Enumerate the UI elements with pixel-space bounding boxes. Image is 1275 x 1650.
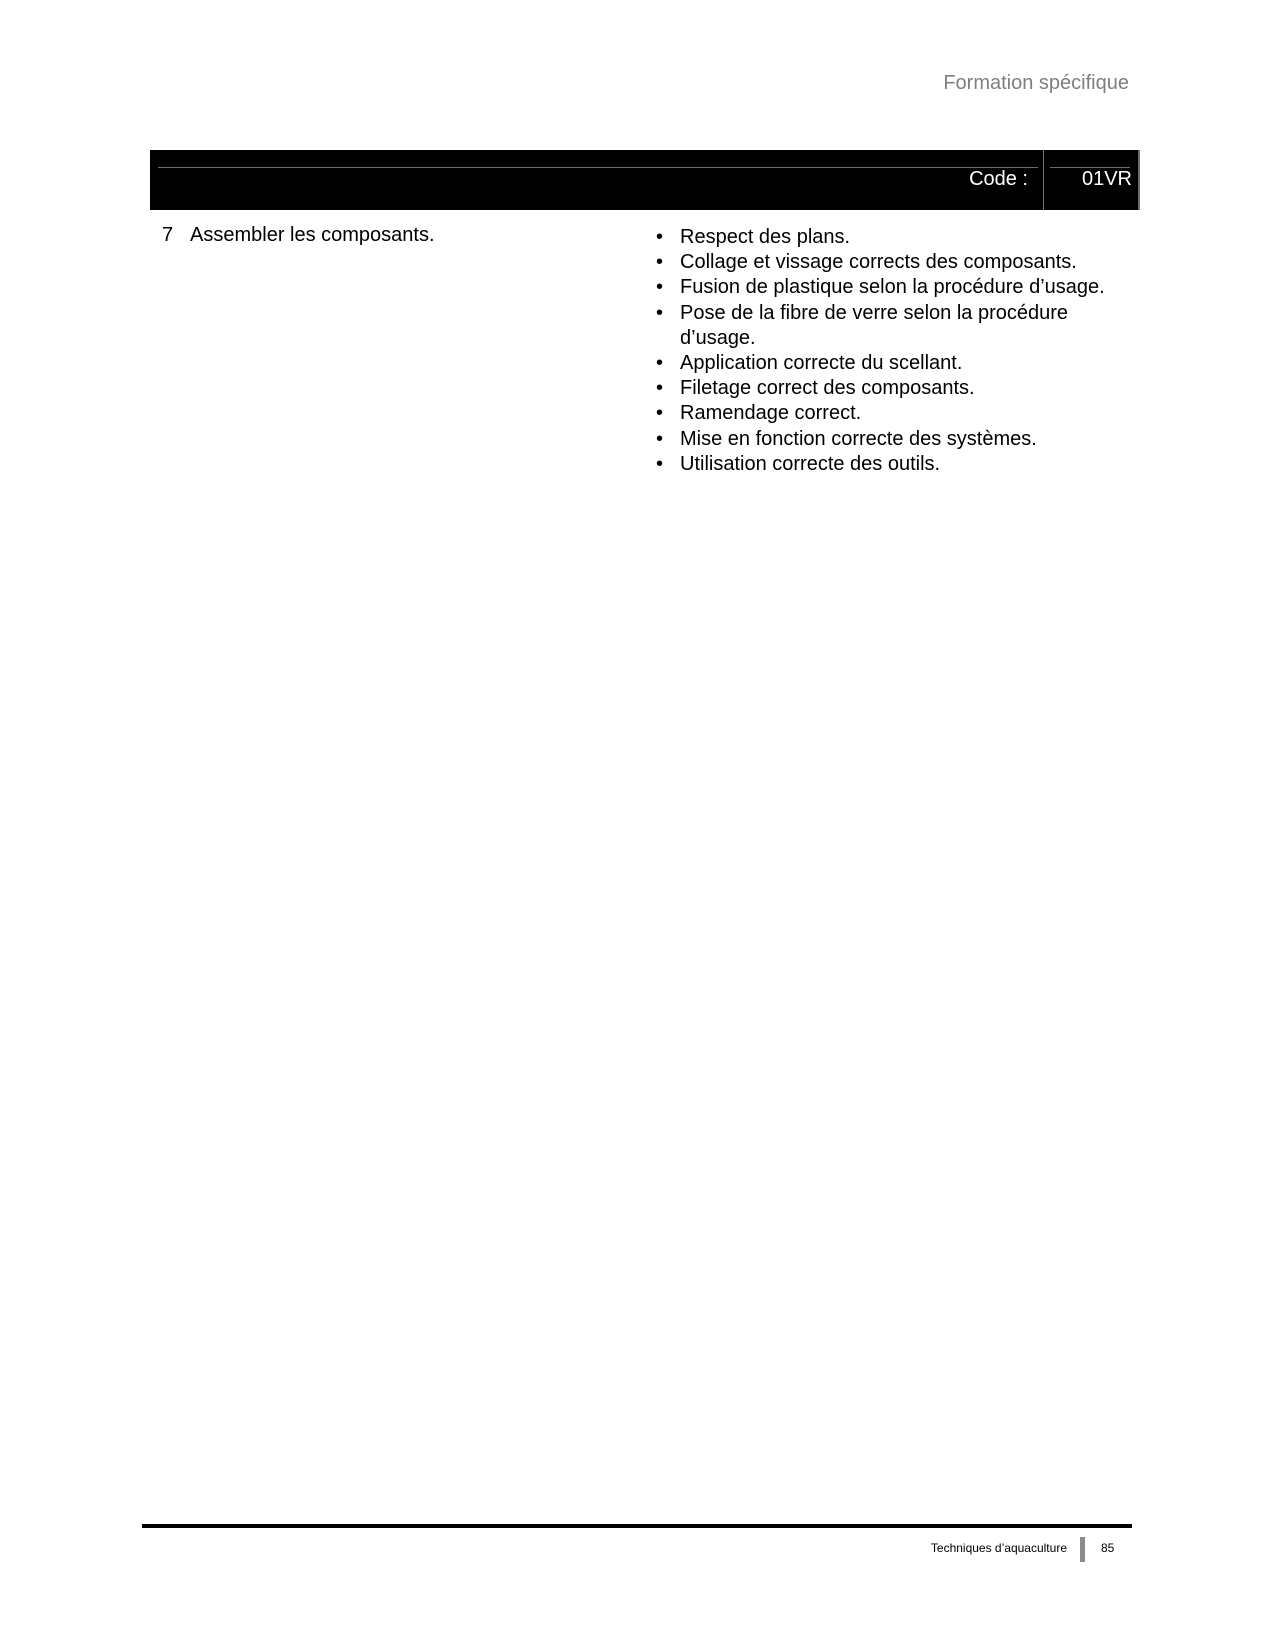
criteria-text: Respect des plans. <box>680 226 851 248</box>
criteria-item <box>656 301 1136 351</box>
bullet-icon: • <box>656 377 664 400</box>
criteria-list <box>656 225 1136 477</box>
bullet-icon: • <box>656 452 664 475</box>
criteria-text: Filetage correct des composants. <box>680 377 975 400</box>
criteria-item <box>656 427 1136 452</box>
criteria-item <box>656 225 1136 250</box>
criteria-text: Collage et vissage corrects des composants. <box>680 251 1077 274</box>
element-text: Assembler les composants. <box>190 224 435 246</box>
footer-rule <box>142 1524 1132 1528</box>
footer-separator <box>1080 1537 1085 1562</box>
code-bar-separator <box>1043 150 1044 210</box>
code-label: Code : <box>969 168 1028 190</box>
code-value: 01VR <box>1081 168 1132 190</box>
footer-title: Techniques d’aquaculture <box>930 1541 1067 1555</box>
code-bar <box>150 150 1140 210</box>
criteria-item <box>656 351 1136 376</box>
criteria-item <box>656 250 1136 275</box>
bullet-icon: • <box>656 402 664 425</box>
criteria-item <box>656 401 1136 426</box>
bullet-icon: • <box>656 301 664 324</box>
criteria-item <box>656 376 1136 401</box>
criteria-text: Pose de la fibre de verre selon la procédure d’usage. <box>680 301 1069 349</box>
criteria-text: Fusion de plastique selon la procédure d’usage. <box>680 276 1105 299</box>
bullet-icon: • <box>656 226 664 248</box>
criteria-item <box>656 452 1136 477</box>
criteria-item <box>656 275 1136 300</box>
bullet-icon: • <box>656 276 664 299</box>
bullet-icon: • <box>656 427 664 450</box>
element-number: 7 <box>162 224 174 246</box>
code-bar-edge <box>1138 150 1140 210</box>
running-header: Formation spécifique <box>943 72 1129 94</box>
criteria-text: Application correcte du scellant. <box>680 352 963 375</box>
criteria-text: Ramendage correct. <box>680 402 862 425</box>
element-item <box>162 224 435 247</box>
criteria-text: Mise en fonction correcte des systèmes. <box>680 427 1037 450</box>
bullet-icon: • <box>656 251 664 274</box>
code-bar-rule <box>158 167 1038 168</box>
bullet-icon: • <box>656 352 664 375</box>
page-number: 85 <box>1101 1541 1115 1555</box>
criteria-text: Utilisation correcte des outils. <box>680 452 941 475</box>
